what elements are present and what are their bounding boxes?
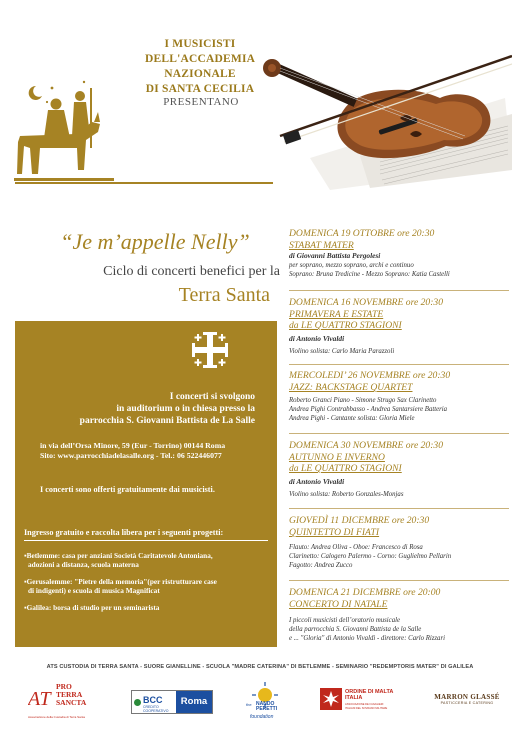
event-title: QUINTETTO DI FIATI [289, 527, 380, 538]
ats-line: PRO [56, 682, 72, 691]
event-date: GIOVEDÌ 11 DICEMBRE ore 20:30 [289, 515, 430, 526]
site-phone-line[interactable]: Sito: www.parrocchiadelasalle.org - Tel.: 06 522446077 [40, 451, 222, 460]
event-detail: I piccoli musicisti dell’oratorio musicale [289, 617, 401, 624]
svg-text:AT: AT [28, 688, 51, 710]
event-separator [289, 433, 509, 434]
header-line-1: I MUSICISTI [164, 38, 236, 50]
nando-peretti-logo [246, 682, 306, 722]
header-line-2: DELL'ACCADEMIA NAZIONALE [145, 53, 256, 80]
event-title: da LE QUATTRO STAGIONI [289, 463, 402, 474]
malta-line: ORDINE DI MALTA [345, 689, 394, 695]
event-3 [289, 370, 509, 423]
event-title: JAZZ: BACKSTAGE QUARTET [289, 382, 413, 393]
project-line: ▪Gerusalemme: "Pietre della memoria"(per ristrutturare case [24, 577, 217, 586]
bcc-label: BCC [143, 695, 163, 705]
event-date: DOMENICA 30 NOVEMBRE ore 20:30 [289, 440, 444, 451]
venue-intro [60, 391, 255, 427]
ats-emblem-icon [28, 683, 54, 713]
event-title: CONCERTO DI NATALE [289, 599, 388, 610]
partners-line: ATS CUSTODIA DI TERRA SANTA - SUORE GIANELLINE - SCUOLA "MADRE CATERINA" DI BETLEMME - SEMINARIO "REDEMPTORIS MATER" DI GALILEA [46, 664, 474, 670]
event-detail: Violino solista: Carlo Maria Parazzoli [289, 348, 395, 355]
terra-santa-title: Terra Santa [178, 284, 270, 306]
free-concerts-note: I concerti sono offerti gratuitamente dai musicisti. [40, 485, 215, 494]
project-line: ▪Betlemme: casa per anziani Società Caritatevole Antoniana, [24, 551, 213, 560]
event-separator [289, 290, 509, 291]
venue-address [40, 441, 270, 461]
bcc-emblem-icon [134, 699, 141, 706]
entry-note: Ingresso gratuito e raccolta libera per i seguenti progetti: [24, 528, 224, 537]
ats-subtitle: Associazione della Custodia di Terra Santa [28, 715, 85, 719]
bcc-subtitle: CREDITO COOPERATIVO [143, 705, 169, 713]
concert-series-title: “Je m’appelle Nelly” [60, 229, 250, 254]
header-line-3: DI SANTA CECILIA [145, 83, 255, 95]
event-6 [289, 587, 509, 643]
roma-label: Roma [176, 691, 212, 713]
project-galilea [24, 603, 272, 612]
bcc-roma-logo [131, 690, 213, 714]
event-date: DOMENICA 21 DICEMBRE ore 20:00 [289, 587, 441, 598]
nando-line: PERETTI [256, 706, 278, 712]
event-title: PRIMAVERA E ESTATE [289, 309, 384, 320]
entry-divider [24, 540, 268, 541]
marron-label: MARRON GLASSÉ [434, 693, 500, 701]
ats-line: TERRA [56, 690, 83, 699]
event-detail: Andrea Pighi Contrabbasso - Andrea Santarsiere Batteria [289, 406, 448, 413]
nando-line: NANDO [256, 701, 275, 707]
event-composer: di Antonio Vivaldi [289, 334, 345, 343]
header-title [145, 37, 255, 97]
event-1 [289, 228, 509, 279]
event-date: DOMENICA 19 OTTOBRE ore 20:30 [289, 228, 435, 239]
project-line: ▪Galilea: borsa di studio per un seminarista [24, 603, 160, 612]
event-date: MERCOLEDI’ 26 NOVEMBRE ore 20:30 [289, 370, 451, 381]
event-detail: e ... "Gloria" di Antonio Vivaldi - direttore: Carlo Rizzari [289, 635, 445, 642]
ats-pro-terra-sancta-logo [28, 683, 108, 723]
event-detail: Soprano: Bruna Tredicine - Mezzo Soprano: Katia Castelli [289, 271, 450, 278]
event-composer: di Giovanni Battista Pergolesi [289, 251, 381, 260]
address-line: in via dell’Orsa Minore, 59 (Eur - Torrino) 00144 Roma [40, 441, 226, 450]
event-2 [289, 297, 509, 356]
malta-sub-line: ITALIANI DEL SOVRANO MILITARE [345, 706, 388, 710]
marron-subtitle: PASTICCERIA E CATERING [440, 701, 494, 705]
venue-intro-line: in auditorium o in chiesa presso la [116, 404, 255, 414]
event-detail: Flauto: Andrea Oliva - Oboe: Francesco di Rosa [289, 544, 423, 551]
project-line: di indigenti) e scuola di musica Magnificat [28, 586, 160, 595]
event-composer: di Antonio Vivaldi [289, 477, 345, 486]
jerusalem-cross-icon [188, 328, 232, 372]
event-separator [289, 580, 509, 581]
project-gerusalemme [24, 577, 272, 595]
event-detail: Andrea Pighi - Cantante solista: Gloria Miele [289, 415, 415, 422]
event-separator [289, 508, 509, 509]
holy-family-logo [14, 78, 114, 186]
event-title: AUTUNNO E INVERNO [289, 452, 385, 463]
project-betlemme [24, 551, 272, 569]
series-subtitle: Ciclo di concerti benefici per la [103, 264, 280, 279]
event-5 [289, 515, 509, 570]
event-4 [289, 440, 509, 499]
malta-line: ITALIA [345, 695, 363, 701]
event-separator [289, 364, 509, 365]
project-line: adozioni a distanza, scuola materna [28, 560, 139, 569]
event-detail: Roberto Granci Piano - Simone Strugo Sax Clarinetto [289, 397, 437, 404]
event-detail: Clarinetto: Calogero Palermo - Corno: Guglielmo Pellarin [289, 553, 452, 560]
event-detail: Fagotto: Andrea Zucco [289, 562, 353, 569]
ordine-di-malta-logo [320, 688, 400, 718]
presentano-label: PRESENTANO [163, 96, 239, 108]
marron-glasse-logo [427, 693, 507, 713]
venue-intro-line: I concerti si svolgono [169, 392, 255, 402]
nando-subtitle: foundation [250, 714, 274, 720]
event-detail: Violino solista: Roberto Gonzales-Monjas [289, 491, 404, 498]
malta-sub-line: ASSOCIAZIONE DEI CAVALIERI [345, 703, 384, 706]
ats-line: SANCTA [56, 698, 87, 707]
nando-the: the [246, 702, 252, 707]
event-detail: per soprano, mezzo soprano, archi e continuo [289, 262, 414, 269]
event-date: DOMENICA 16 NOVEMBRE ore 20:30 [289, 297, 444, 308]
violin-image [250, 38, 512, 190]
event-title: STABAT MATER [289, 240, 354, 251]
venue-intro-line: parrocchia S. Giovanni Battista de La Salle [79, 416, 255, 426]
header-rule [15, 182, 273, 184]
event-detail: della parrocchia S. Giovanni Battista de la Salle [289, 626, 422, 633]
event-title: da LE QUATTRO STAGIONI [289, 320, 402, 331]
maltese-cross-icon [320, 688, 342, 710]
